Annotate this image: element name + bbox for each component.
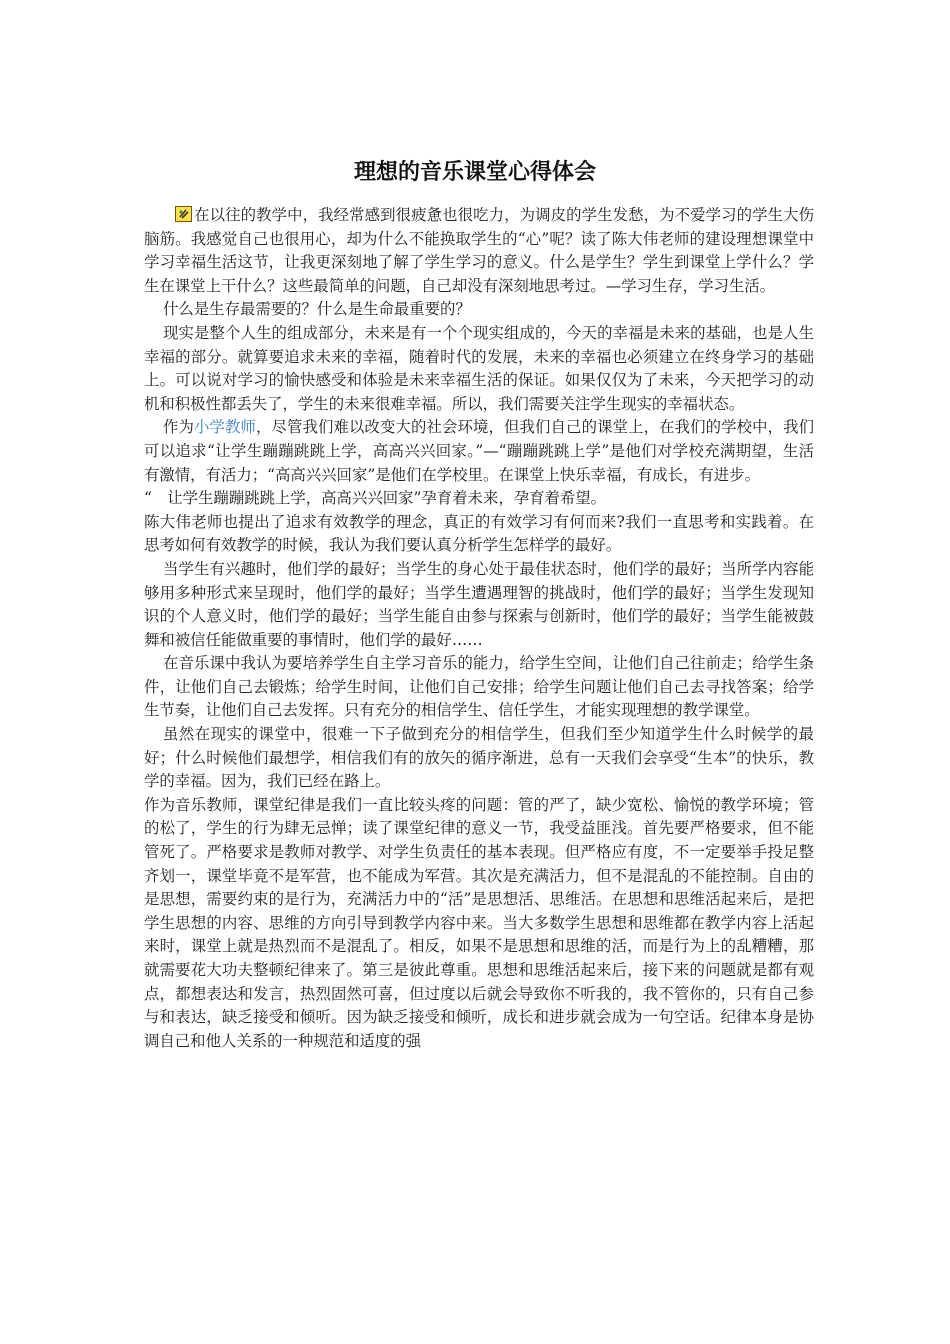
paragraph-4	[144, 416, 814, 487]
primary-teacher-link[interactable]: 小学教师	[194, 418, 257, 437]
image-placeholder-icon	[175, 206, 192, 222]
paragraph-10: 作为音乐教师，课堂纪律是我们一直比较头疼的问题：管的严了，缺少宽松、愉悦的教学环境；管的松了，学生的行为肆无忌惮；读了课堂纪律的意义一节，我受益匪浅。首先要严格要求，但不能管死了。严格要求是教师对教学、对学生负责任的基本表现。但严格应有度，不一定要举手投足整齐划一，课堂毕竟不是军营，也不能成为军营。其次是充满活力，但不是混乱的不能控制。自由的是思想，需要约束的是行为，充满活力中的“活”是思想活、思维活。在思想和思维活起来后，是把学生思想的内容、思维的方向引导到教学内容中来。当大多数学生思想和思维都在教学内容上活起来时，课堂上就是热烈而不是混乱了。相反，如果不是思想和思维的活，而是行为上的乱糟糟，那就需要花大功夫整顿纪律来了。第三是彼此尊重。思想和思维活起来后，接下来的问题就是都有观点，都想表达和发言，热烈固然可喜，但过度以后就会导致你不听我的，我不管你的，只有自己参与和表达，缺乏接受和倾听。因为缺乏接受和倾听，成长和进步就会成为一句空话。纪律本身是协调自己和他人关系的一种规范和适度的强	[144, 795, 814, 1050]
paragraph-9: 虽然在现实的课堂中，很难一下子做到充分的相信学生，但我们至少知道学生什么时候学的最好；什么时候他们最想学，相信我们有的放矢的循序渐进，总有一天我们会享受“生本”的快乐，教学的幸福。因为，我们已经在路上。	[144, 725, 814, 791]
document-body	[144, 204, 814, 1053]
paragraph-5: “ 让学生蹦蹦跳跳上学，高高兴兴回家”孕育着未来，孕育着希望。	[144, 489, 607, 508]
paragraph-6: 陈大伟老师也提出了追求有效教学的理念，真正的有效学习有何而来?我们一直思考和实践着。在思考如何有效教学的时候，我认为我们要认真分析学生怎样学的最好。	[144, 512, 814, 555]
paragraph-2: 什么是生存最需要的？什么是生命最重要的？	[163, 300, 471, 319]
paragraph-4-post: ，尽管我们难以改变大的社会环境，但我们自己的课堂上，在我们的学校中，我们可以追求“让学生蹦蹦跳跳上学，高高兴兴回家。”—“蹦蹦跳跳上学”是他们对学校充满期望，生活有激情，有活力；“高高兴兴回家”是他们在学校里。在课堂上快乐幸福，有成长，有进步。	[144, 418, 814, 484]
paragraph-4-pre: 作为	[163, 418, 195, 437]
paragraph-8: 在音乐课中我认为要培养学生自主学习音乐的能力，给学生空间，让他们自己往前走；给学生条件，让他们自己去锻炼；给学生时间，让他们自己安排；给学生问题让他们自己去寻找答案；给学生节奏，让他们自己去发挥。只有充分的相信学生、信任学生，才能实现理想的教学课堂。	[144, 654, 814, 720]
paragraph-1-text: 在以往的教学中，我经常感到很疲惫也很吃力，为调皮的学生发愁，为不爱学习的学生大伤脑筋。我感觉自己也很用心，却为什么不能换取学生的“心”呢？读了陈大伟老师的建设理想课堂中学习幸福生活这节，让我更深刻地了解了学生学习的意义。什么是学生？学生到课堂上学什么？学生在课堂上干什么？这些最简单的问题，自己却没有深刻地思考过。—学习生存，学习生活。	[144, 206, 814, 295]
document-title: 理想的音乐课堂心得体会	[353, 160, 596, 185]
paragraph-1	[144, 204, 814, 298]
paragraph-7: 当学生有兴趣时，他们学的最好；当学生的身心处于最佳状态时，他们学的最好；当所学内容能够用多种形式来呈现时，他们学的最好；当学生遭遇理智的挑战时，他们学的最好；当学生发现知识的个人意义时，他们学的最好；当学生能自由参与探索与创新时，他们学的最好；当学生能被鼓舞和被信任能做重要的事情时，他们学的最好……	[144, 559, 814, 649]
paragraph-3: 现实是整个人生的组成部分，未来是有一个个现实组成的，今天的幸福是未来的基础，也是人生幸福的部分。就算要追求未来的幸福，随着时代的发展，未来的幸福也必须建立在终身学习的基础上。可以说对学习的愉快感受和体验是未来幸福生活的保证。如果仅仅为了未来，今天把学习的动机和积极性都丢失了，学生的未来很难幸福。所以，我们需要关注学生现实的幸福状态。	[144, 323, 814, 413]
